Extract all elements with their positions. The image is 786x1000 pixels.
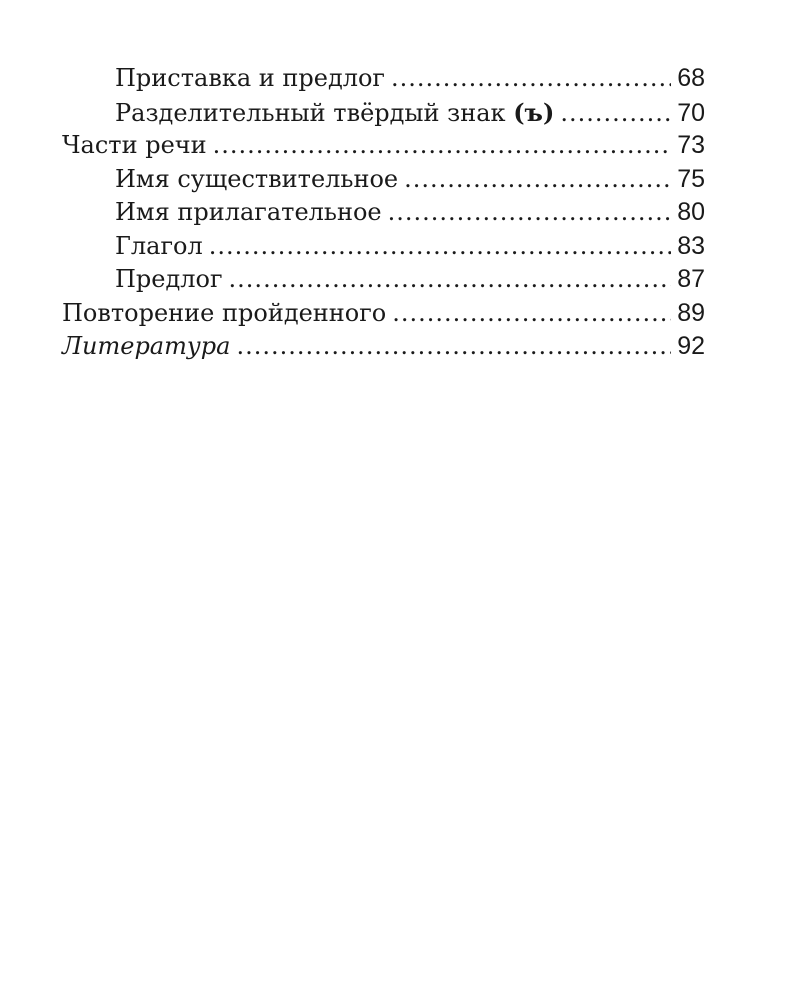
dot-leader (209, 230, 671, 264)
toc-entry-page: 68 (677, 64, 705, 92)
toc-entry-page: 87 (677, 265, 705, 293)
toc-entry-page: 80 (677, 198, 705, 226)
toc-entry-title (115, 96, 554, 131)
toc-entry-page: 83 (677, 231, 705, 260)
dot-leader (404, 163, 671, 197)
toc-entry-preposition (62, 263, 705, 297)
table-of-contents (62, 62, 705, 364)
dot-leader (236, 330, 671, 364)
toc-entry-adjective (62, 196, 705, 230)
dot-leader (391, 62, 671, 96)
toc-entry-title: Имя существительное (115, 164, 399, 193)
toc-entry-prefix-and-preposition (62, 62, 705, 96)
dot-leader (213, 129, 672, 163)
toc-entry-noun (62, 163, 705, 197)
hard-sign-mark: (ъ) (513, 97, 555, 127)
toc-entry-verb (62, 230, 705, 264)
toc-entry-title: Глагол (115, 231, 203, 260)
toc-entry-title: Литература (62, 332, 231, 360)
toc-entry-parts-of-speech (62, 129, 705, 163)
dot-leader (560, 97, 671, 131)
toc-entry-title: Имя прилагательное (115, 198, 382, 226)
toc-entry-review (62, 297, 705, 331)
dot-leader (388, 196, 672, 230)
toc-entry-page: 73 (677, 131, 705, 159)
toc-entry-page: 89 (677, 298, 705, 327)
toc-entry-title: Части речи (62, 131, 207, 159)
toc-entry-literature (62, 330, 705, 364)
dot-leader (229, 263, 672, 297)
toc-entry-page: 75 (677, 164, 705, 193)
toc-entry-page: 70 (677, 98, 705, 127)
dot-leader (392, 297, 671, 331)
toc-entry-title: Повторение пройденного (62, 298, 387, 327)
toc-entry-title: Приставка и предлог (115, 64, 385, 92)
toc-entry-hard-sign (62, 96, 705, 130)
toc-entry-title: Предлог (115, 265, 223, 293)
toc-entry-title-text: Разделительный твёрдый знак (115, 98, 506, 127)
toc-entry-page: 92 (677, 332, 705, 360)
